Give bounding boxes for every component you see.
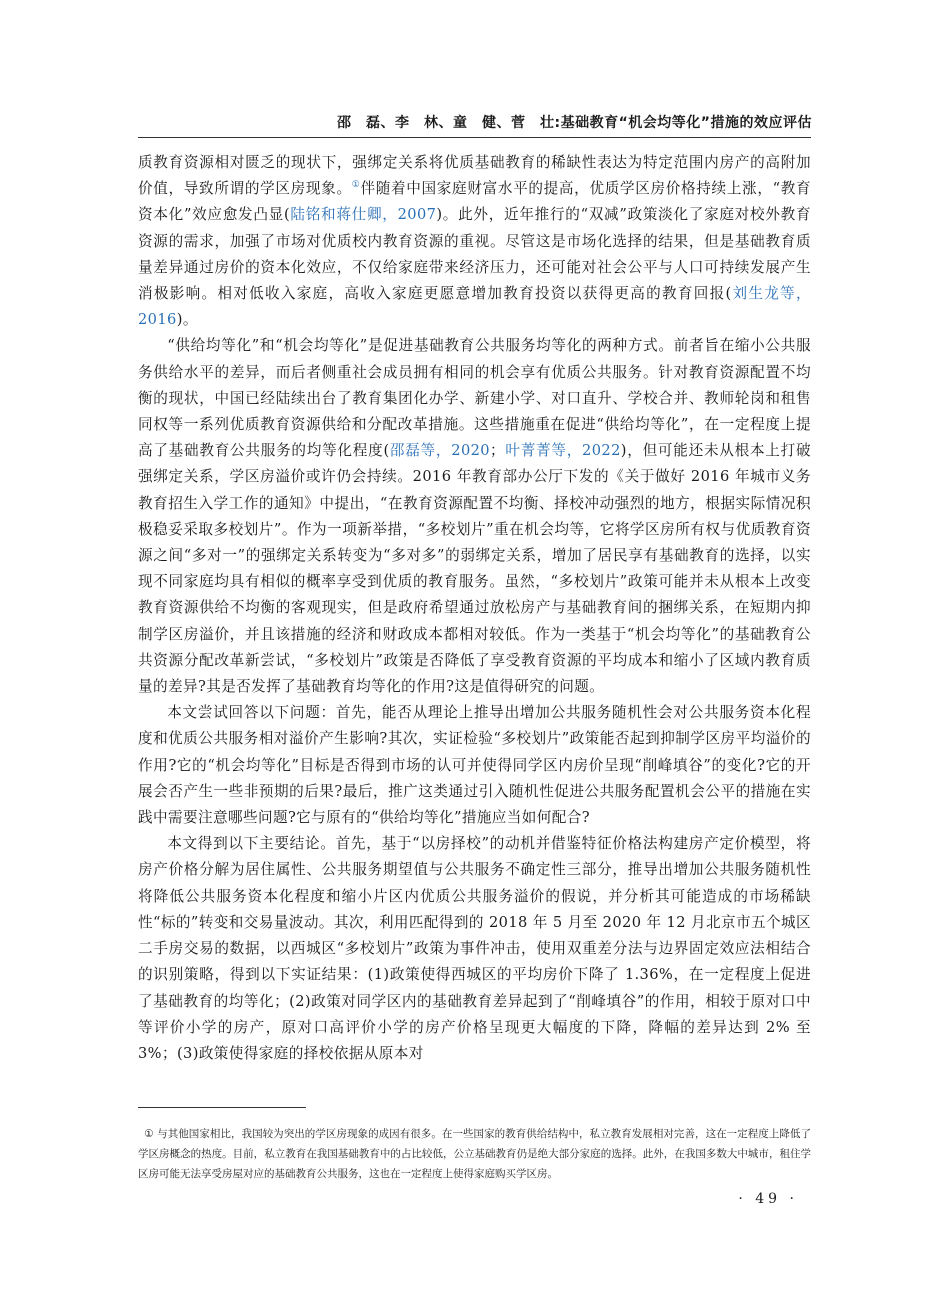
text-run: ；	[490, 442, 505, 460]
footnote-ref-1[interactable]: ①	[351, 180, 361, 191]
citation-link[interactable]: 刘生龙等，2016	[138, 285, 811, 329]
text-run: )。	[176, 311, 198, 329]
paragraph-4	[138, 831, 811, 1067]
citation-link[interactable]: 叶菁菁等，2022	[505, 442, 621, 460]
footnote	[138, 1124, 811, 1184]
text-run: 质教育资源相对匮乏的现状下，强绑定关系将优质基础教育的稀缺性表达为特定范围内房产的高附加价值，导致所谓的学区房现象。	[138, 154, 811, 198]
text-run: 本文得到以下主要结论。首先，基于“以房择校”的动机并借鉴特征价格法构建房产定价模型，将房产价格分解为居住属性、公共服务期望值与公共服务不确定性三部分，推导出增加公共服务随机性将降低公共服务资本化程度和缩小片区内优质公共服务溢价的假说，并分析其可能造成的市场稀缺性“标的”转变和交易量波动。其次，利用匹配得到的 2018 年 5 月至 2020 年 12 月北京市五个城区二手房交易的数据，以西城区“多校划片”政策为事件冲击，使用双重差分法与边界固定效应法相结合的识别策略，得到以下实证结果：(1)政策使得西城区的平均房价下降了 1.36%，在一定程度上促进了基础教育的均等化；(2)政策对同学区内的基础教育差异起到了“削峰填谷”的作用，相较于原对口中等评价小学的房产，原对口高评价小学的房产价格呈现更大幅度的下降，降幅的差异达到 2% 至 3%；(3)政策使得家庭的择校依据从原本对	[138, 835, 811, 1062]
header-rule	[138, 137, 811, 138]
page-number: · 49 ·	[738, 1191, 798, 1207]
paragraph-2	[138, 333, 811, 700]
text-run: )，但可能还未从根本上打破强绑定关系，学区房溢价或许仍会持续。2016 年教育部办公厅下发的《关于做好 2016 年城市义务教育招生入学工作的通知》中提出，“在教育资源配置不均衡、择校冲动强烈的地方，根据实际情况积极稳妥采取多校划片”。作为一项新举措，“多校划片”重在机会均等，它将学区房所有权与优质教育资源之间“多对一”的强绑定关系转变为“多对多”的弱绑定关系，增加了居民享有基础教育的选择，以实现不同家庭均具有相似的概率享受到优质的教育服务。虽然，“多校划片”政策可能并未从根本上改变教育资源供给不均衡的客观现实，但是政府希望通过放松房产与基础教育间的捆绑关系，在短期内抑制学区房溢价，并且该措施的经济和财政成本都相对较低。作为一类基于“机会均等化”的基础教育公共资源分配改革新尝试，“多校划片”政策是否降低了享受教育资源的平均成本和缩小了区域内教育质量的差异?其是否发挥了基础教育均等化的作用?这是值得研究的问题。	[138, 442, 811, 696]
text-run: 伴随着中国家庭财富水平的提高，优质学区房价格持续上涨，“教育资本化”效应愈发凸显(	[138, 180, 812, 224]
citation-link[interactable]: 邵磊等，2020	[389, 442, 490, 460]
footnote-text: ① 与其他国家相比，我国较为突出的学区房现象的成因有很多。在一些国家的教育供给结构中，私立教育发展相对完善，这在一定程度上降低了学区房概念的热度。目前，私立教育在我国基础教育中的占比较低，公立基础教育仍是绝大部分家庭的选择。此外，在我国多数大中城市，租住学区房可能无法享受房屋对应的基础教育公共服务，这也在一定程度上使得家庭购买学区房。	[138, 1128, 811, 1180]
article-body	[138, 150, 811, 1067]
text-run: “供给均等化”和“机会均等化”是促进基础教育公共服务均等化的两种方式。前者旨在缩小公共服务供给水平的差异，而后者侧重社会成员拥有相同的机会享有优质公共服务。针对教育资源配置不均衡的现状，中国已经陆续出台了教育集团化办学、新建小学、对口直升、学校合并、教师轮岗和租售同权等一系列优质教育资源供给和分配改革措施。这些措施重在促进“供给均等化”，在一定程度上提高了基础教育公共服务的均等化程度(	[138, 337, 811, 460]
text-run: )。此外，近年推行的“双减”政策淡化了家庭对校外教育资源的需求，加强了市场对优质校内教育资源的重视。尽管这是市场化选择的结果，但是基础教育质量差异通过房价的资本化效应，不仅给家庭带来经济压力，还可能对社会公平与人口可持续发展产生消极影响。相对低收入家庭，高收入家庭更愿意增加教育投资以获得更高的教育回报(	[138, 206, 811, 303]
paragraph-1	[138, 150, 811, 333]
citation-link[interactable]: 陆铭和蒋仕卿，2007	[290, 206, 437, 224]
footnote-rule	[138, 1107, 306, 1108]
paragraph-3	[138, 700, 811, 831]
text-run: 本文尝试回答以下问题：首先，能否从理论上推导出增加公共服务随机性会对公共服务资本化程度和优质公共服务相对溢价产生影响?其次，实证检验“多校划片”政策能否起到抑制学区房平均溢价的作用?它的“机会均等化”目标是否得到市场的认可并使得同学区内房价呈现“削峰填谷”的变化?它的开展会否产生一些非预期的后果?最后，推广这类通过引入随机性促进公共服务配置机会公平的措施在实践中需要注意哪些问题?它与原有的“供给均等化”措施应当如何配合?	[138, 704, 811, 827]
running-title: 邵 磊、李 林、童 健、菅 壮:基础教育“机会均等化”措施的效应评估	[337, 115, 812, 131]
